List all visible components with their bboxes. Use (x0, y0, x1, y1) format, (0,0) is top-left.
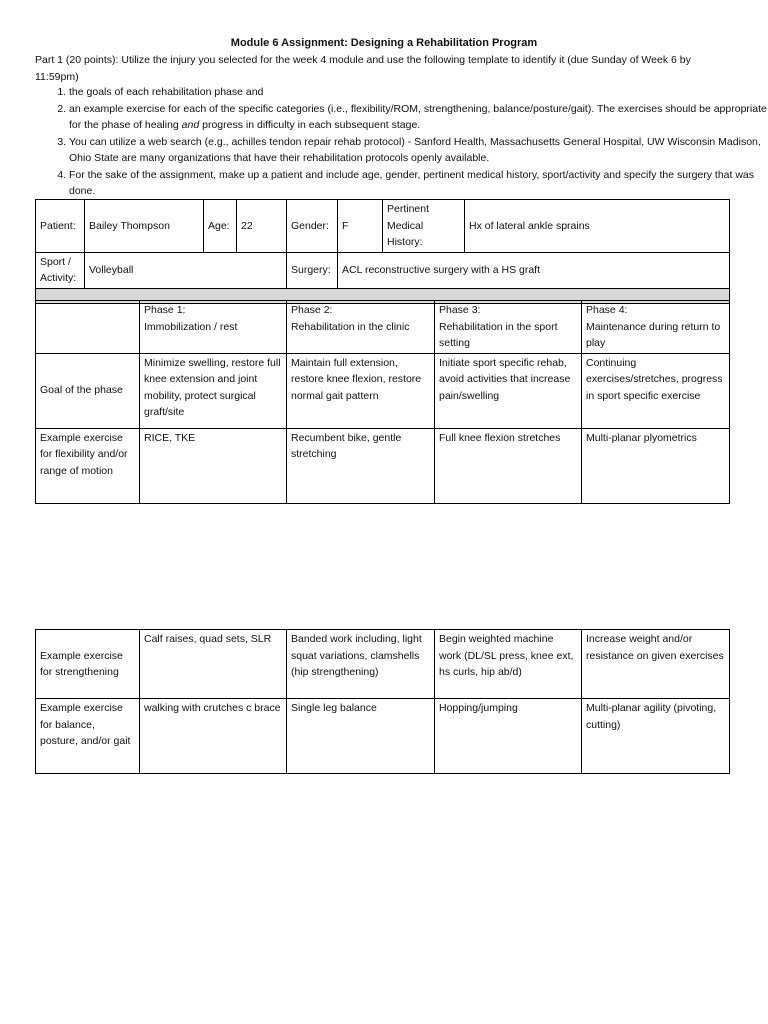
age-label: Age: (204, 200, 237, 253)
table-cell: Hopping/jumping (435, 699, 582, 774)
table-cell: Multi-planar agility (pivoting, cutting) (582, 699, 730, 774)
surgery-value: ACL reconstructive surgery with a HS graft (338, 252, 730, 288)
phase-name: Phase 4: (586, 304, 628, 316)
patient-value: Bailey Thompson (85, 200, 204, 253)
phase-table-bottom (35, 629, 730, 774)
table-cell: Full knee flexion stretches (435, 428, 582, 503)
table-row (36, 428, 730, 503)
phase-header-row (36, 301, 730, 354)
row-label: Example exercise for strengthening (36, 630, 140, 699)
table-cell: RICE, TKE (140, 428, 287, 503)
page-title: Module 6 Assignment: Designing a Rehabilitation Program (230, 37, 538, 49)
list-item: 3. You can utilize a web search (e.g., achilles tendon repair rehab protocol) - Sanford Health, Massachusetts General Hospital, UW Wisconsin Madison, Ohio State are many organizations that have their rehabilitation protocols openly available. (69, 134, 768, 167)
sport-value: Volleyball (85, 252, 287, 288)
surgery-label: Surgery: (287, 252, 338, 288)
phase-header (287, 301, 435, 354)
phase-header (435, 301, 582, 354)
table-cell: Minimize swelling, restore full knee extension and joint mobility, protect surgical graft/site (140, 353, 287, 428)
table-cell: Single leg balance (287, 699, 435, 774)
patient-label: Patient: (36, 200, 85, 253)
gender-label: Gender: (287, 200, 338, 253)
list-item-text: an example exercise for each of the specific categories (i.e., flexibility/ROM, strengthening, balance/posture/gait). The exercises should be appropriate for the phase of healing (69, 102, 767, 131)
phase-name: Phase 3: (439, 304, 481, 316)
table-cell: Recumbent bike, gentle stretching (287, 428, 435, 503)
table-cell: Banded work including, light squat variations, clamshells (hip strengthening) (287, 630, 435, 699)
intro-paragraph: Part 1 (20 points): Utilize the injury you selected for the week 4 module and use the following template to identify it (due Sunday of Week 6 by 11:59pm) (35, 54, 691, 83)
table-cell: Begin weighted machine work (DL/SL press, knee ext, hs curls, hip ab/d) (435, 630, 582, 699)
table-cell: Initiate sport specific rehab, avoid activities that increase pain/swelling (435, 353, 582, 428)
phase-name: Phase 2: (291, 304, 333, 316)
table-row (36, 630, 730, 699)
list-item-text: progress in difficulty in each subsequent stage. (199, 119, 421, 131)
row-label: Example exercise for flexibility and/or range of motion (36, 428, 140, 503)
row-label: Goal of the phase (36, 353, 140, 428)
sport-label: Sport / Activity: (36, 252, 85, 288)
table-cell: Multi-planar plyometrics (582, 428, 730, 503)
list-item: 4. For the sake of the assignment, make up a patient and include age, gender, pertinent medical history, sport/activity and specify the surgery that was done. (69, 167, 768, 200)
table-cell: Increase weight and/or resistance on given exercises (582, 630, 730, 699)
phase-name: Phase 1: (144, 304, 186, 316)
history-label: Pertinent Medical History: (383, 200, 465, 253)
list-item-emphasis: and (181, 119, 200, 131)
table-cell: Continuing exercises/stretches, progress in sport specific exercise (582, 353, 730, 428)
history-value: Hx of lateral ankle sprains (465, 200, 730, 253)
phase-header (140, 301, 287, 354)
gender-value: F (338, 200, 383, 253)
table-row (36, 699, 730, 774)
phase-desc: Maintenance during return to play (586, 320, 721, 349)
table-cell: Maintain full extension, restore knee flexion, restore normal gait pattern (287, 353, 435, 428)
phase-desc: Rehabilitation in the sport setting (439, 320, 558, 349)
table-row (36, 353, 730, 428)
table-cell: walking with crutches c brace (140, 699, 287, 774)
age-value: 22 (237, 200, 287, 253)
list-item: 1. the goals of each rehabilitation phase and (69, 84, 768, 101)
phase-header (582, 301, 730, 354)
phase-table-top (35, 300, 730, 504)
instruction-list (35, 84, 768, 200)
row-label: Example exercise for balance, posture, and/or gait (36, 699, 140, 774)
phase-header-empty (36, 301, 140, 354)
phase-desc: Rehabilitation in the clinic (291, 320, 410, 333)
patient-info-table (35, 199, 730, 304)
table-cell: Calf raises, quad sets, SLR (140, 630, 287, 699)
phase-desc: Immobilization / rest (144, 320, 238, 333)
list-item (69, 101, 768, 134)
